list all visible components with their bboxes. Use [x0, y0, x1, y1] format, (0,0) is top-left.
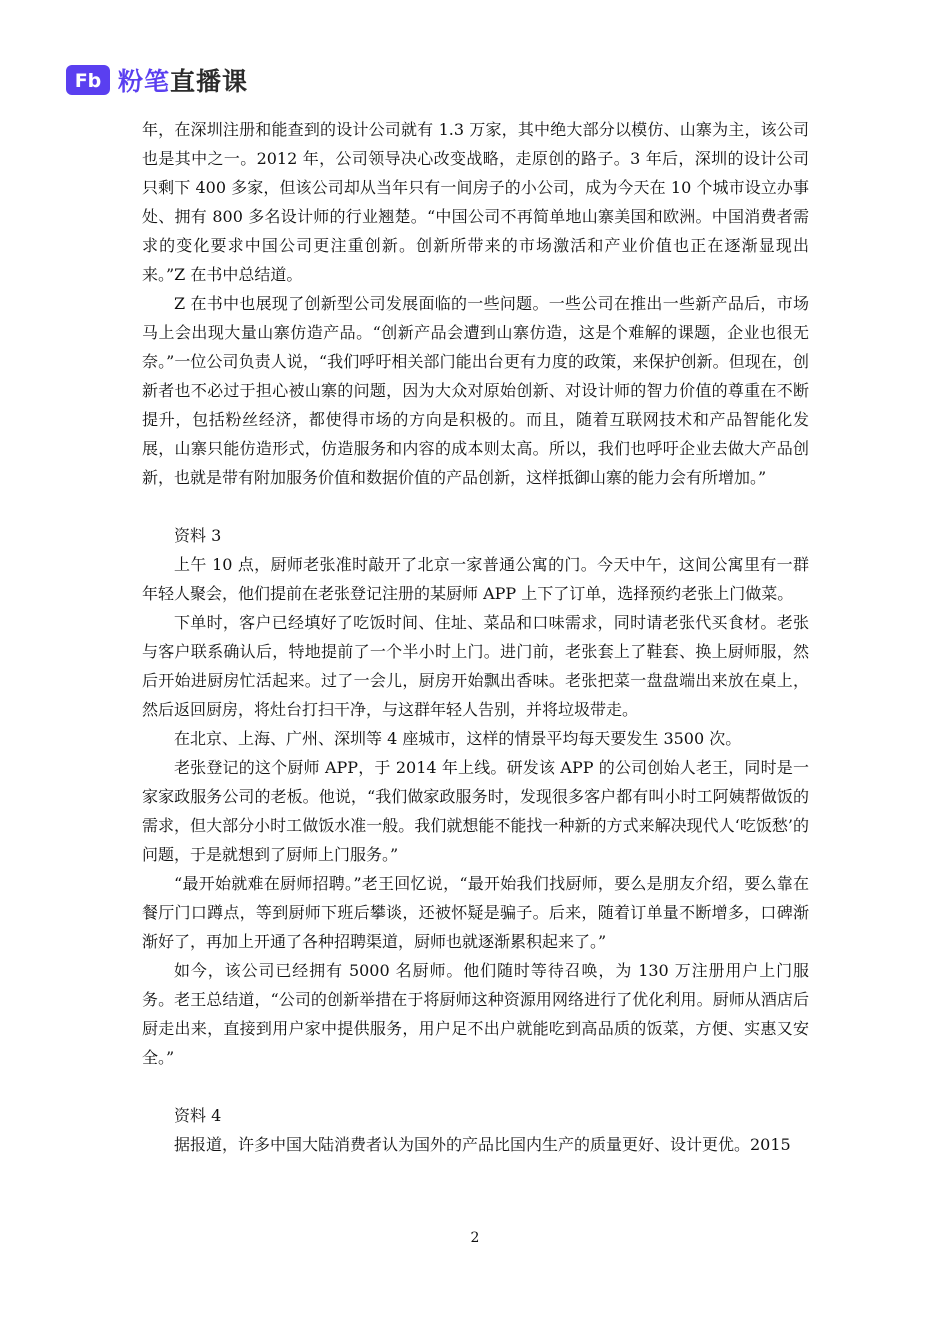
paragraph-1: 年，在深圳注册和能查到的设计公司就有 1.3 万家，其中绝大部分以模仿、山寨为主，该公司也是其中之一。2012 年，公司领导决心改变战略，走原创的路子。3 年后，深圳的设计公司只剩下 400 多家，但该公司却从当年只有一间房子的小公司，成为今天在 10 个城市设立办事处、拥有 800 多名设计师的行业翘楚。“中国公司不再简单地山寨美国和欧洲。中国消费者需求的变化要求中国公司更注重创新。创新所带来的市场激活和产业价值也正在逐渐显现出来。”Z 在书中总结道。 — [142, 120, 809, 284]
logo-text — [118, 62, 248, 98]
section-3-paragraph-2: 下单时，客户已经填好了吃饭时间、住址、菜品和口味需求，同时请老张代买食材。老张与客户联系确认后，特地提前了一个半小时上门。进门前，老张套上了鞋套、换上厨师服，然后开始进厨房忙活起来。过了一会儿，厨房开始飘出香味。老张把菜一盘盘端出来放在桌上，然后返回厨房，将灶台打扫干净，与这群年轻人告别，并将垃圾带走。 — [142, 613, 809, 719]
document-body — [142, 115, 809, 1159]
page-number: 2 — [470, 1230, 480, 1246]
header — [66, 60, 248, 100]
section-4-title: 资料 4 — [174, 1106, 222, 1125]
section-3-title: 资料 3 — [174, 526, 222, 545]
fenbi-logo-icon — [66, 65, 110, 95]
section-3-paragraph-3: 在北京、上海、广州、深圳等 4 座城市，这样的情景平均每天要发生 3500 次。 — [174, 729, 742, 748]
section-3-paragraph-6: 如今，该公司已经拥有 5000 名厨师。他们随时等待召唤，为 130 万注册用户上门服务。老王总结道，“公司的创新举措在于将厨师这种资源用网络进行了优化利用。厨师从酒店后厨走出来，直接到用户家中提供服务，用户足不出户就能吃到高品质的饭菜，方便、实惠又安全。” — [142, 961, 809, 1067]
logo-suffix: 直播课 — [170, 67, 249, 96]
paragraph-2: Z 在书中也展现了创新型公司发展面临的一些问题。一些公司在推出一些新产品后，市场马上会出现大量山寨仿造产品。“创新产品会遭到山寨仿造，这是个难解的课题，企业也很无奈。”一位公司负责人说，“我们呼吁相关部门能出台更有力度的政策，来保护创新。但现在，创新者也不必过于担心被山寨的问题，因为大众对原始创新、对设计师的智力价值的尊重在不断提升，包括粉丝经济，都使得市场的方向是积极的。而且，随着互联网技术和产品智能化发展，山寨只能仿造形式，仿造服务和内容的成本则太高。所以，我们也呼吁企业去做大产品创新，也就是带有附加服务价值和数据价值的产品创新，这样抵御山寨的能力会有所增加。” — [142, 294, 809, 487]
section-3-paragraph-1: 上午 10 点，厨师老张准时敲开了北京一家普通公寓的门。今天中午，这间公寓里有一群年轻人聚会，他们提前在老张登记注册的某厨师 APP 上下了订单，选择预约老张上门做菜。 — [142, 555, 809, 603]
logo-mark-text: Fb — [74, 70, 102, 92]
section-4-paragraph-1: 据报道，许多中国大陆消费者认为国外的产品比国内生产的质量更好、设计更优。2015 — [174, 1135, 791, 1154]
section-3-paragraph-5: “最开始就难在厨师招聘。”老王回忆说，“最开始我们找厨师，要么是朋友介绍，要么靠在餐厅门口蹲点，等到厨师下班后攀谈，还被怀疑是骗子。后来，随着订单量不断增多，口碑渐渐好了，再加上开通了各种招聘渠道，厨师也就逐渐累积起来了。” — [142, 874, 809, 951]
section-3-paragraph-4: 老张登记的这个厨师 APP，于 2014 年上线。研发该 APP 的公司创始人老王，同时是一家家政服务公司的老板。他说，“我们做家政服务时，发现很多客户都有叫小时工阿姨帮做饭的需求，但大部分小时工做饭水准一般。我们就想能不能找一种新的方式来解决现代人‘吃饭愁’的问题，于是就想到了厨师上门服务。” — [142, 758, 809, 864]
logo-brand: 粉笔 — [118, 67, 171, 96]
